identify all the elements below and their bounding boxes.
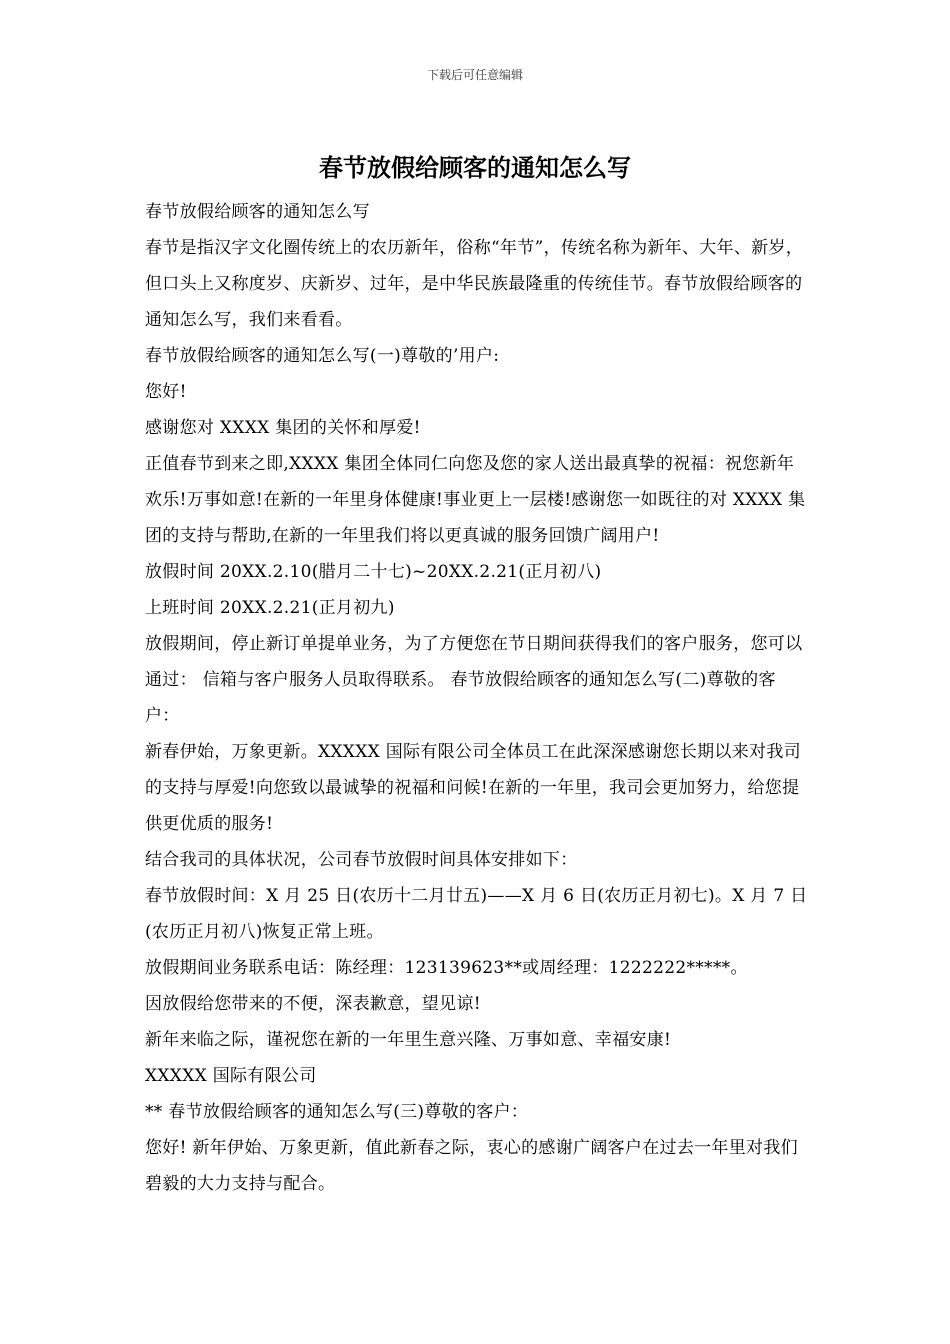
paragraph: 放假时间 20XX.2.10(腊月二十七)~20XX.2.21(正月初八) <box>145 562 602 582</box>
paragraph: 因放假给您带来的不便，深表歉意，望见谅! <box>145 994 481 1014</box>
paragraph: 您好! <box>145 382 187 402</box>
paragraph: 正值春节到来之即,XXXX 集团全体同仁向您及您的家人送出最真挚的祝福：祝您新年欢乐!万事如意!在新的一年里身体健康!事业更上一层楼!感谢您一如既往的对 XXXX 集团的支持与帮助,在新的一年里我们将以更真诚的服务回馈广阔用户! <box>145 454 806 546</box>
document-body <box>145 194 810 1202</box>
paragraph: 结合我司的具体状况，公司春节放假时间具体安排如下： <box>145 850 578 870</box>
document-title: 春节放假给顾客的通知怎么写 <box>319 153 631 182</box>
paragraph: 春节是指汉字文化圈传统上的农历新年，俗称“年节”，传统名称为新年、大年、新岁，但口头上又称度岁、庆新岁、过年，是中华民族最隆重的传统佳节。春节放假给顾客的通知怎么写，我们来看看。 <box>145 238 804 330</box>
header-note: 下载后可任意编辑 <box>426 68 523 82</box>
paragraph: 春节放假给顾客的通知怎么写 <box>145 202 370 222</box>
paragraph: 春节放假给顾客的通知怎么写(一)尊敬的’用户: <box>145 346 500 366</box>
paragraph: 您好! 新年伊始、万象更新，值此新春之际，衷心的感谢广阔客户在过去一年里对我们碧毅的大力支持与配合。 <box>145 1138 798 1194</box>
paragraph: 春节放假时间：X 月 25 日(农历十二月廿五)——X 月 6 日(农历正月初七)。X 月 7 日(农历正月初八)恢复正常上班。 <box>145 886 808 942</box>
paragraph: 放假期间，停止新订单提单业务，为了方便您在节日期间获得我们的客户服务，您可以通过： 信箱与客户服务人员取得联系。 春节放假给顾客的通知怎么写(二)尊敬的客户： <box>145 634 803 726</box>
paragraph: 上班时间 20XX.2.21(正月初九) <box>145 598 395 618</box>
paragraph: 新春伊始，万象更新。XXXXX 国际有限公司全体员工在此深深感谢您长期以来对我司的支持与厚爱!向您致以最诚挚的祝福和问候!在新的一年里，我司会更加努力，给您提供更优质的服务! <box>145 742 801 834</box>
paragraph: 放假期间业务联系电话：陈经理：123139623**或周经理：1222222*****。 <box>145 958 748 978</box>
paragraph: XXXXX 国际有限公司 <box>145 1066 317 1086</box>
paragraph: 感谢您对 XXXX 集团的关怀和厚爱! <box>145 418 421 438</box>
paragraph: 新年来临之际，谨祝您在新的一年里生意兴隆、万事如意、幸福安康! <box>145 1030 672 1050</box>
paragraph: ** 春节放假给顾客的通知怎么写(三)尊敬的客户： <box>145 1102 529 1122</box>
